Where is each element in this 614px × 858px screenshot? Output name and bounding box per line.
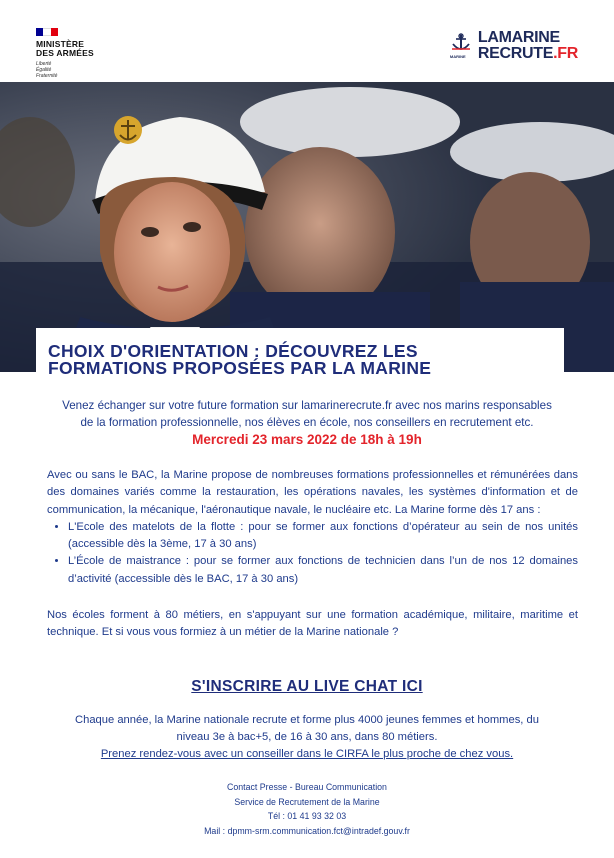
motto-egalite: Égalité bbox=[36, 67, 52, 73]
list-item: • L’École de maistrance : pour se former aux fonctions de technicien dans l’un de nos 12 domaines d’activité (accessible dès le BAC, 17 à 30 ans) bbox=[68, 553, 578, 588]
brand-line2-main: RECRUTE bbox=[477, 45, 554, 62]
brand-wordmark bbox=[478, 30, 578, 62]
marine-anchor-icon bbox=[450, 33, 472, 59]
intro-line2: de la formation professionnelle, nos élèves en école, nos conseillers en recrutement etc. bbox=[80, 416, 534, 429]
brand-line1: LAMARINE bbox=[477, 29, 560, 46]
french-flag-icon bbox=[36, 28, 58, 36]
body-paragraph-2: Nos écoles forment à 80 métiers, en s'appuyant sur une formation académique, militaire, maritime et technique. Et si vous vous formiez à un métier de la Marine nationale ? bbox=[47, 609, 578, 639]
ministry-name-line1: MINISTÈRE bbox=[36, 39, 85, 49]
motto-fraternite: Fraternité bbox=[36, 73, 58, 79]
brand-line2 bbox=[478, 46, 578, 62]
republic-motto bbox=[36, 61, 94, 79]
contact-email[interactable]: Mail : dpmm-srm.communication.fct@intradef.gouv.fr bbox=[204, 825, 410, 836]
motto-liberte: Liberté bbox=[36, 61, 52, 67]
brand-line2-suffix: .FR bbox=[553, 45, 578, 62]
body-text bbox=[47, 467, 578, 642]
press-contact bbox=[40, 780, 574, 838]
title-line2: FORMATIONS PROPOSÉES PAR LA MARINE bbox=[48, 358, 432, 378]
lamarinerecrute-logo bbox=[450, 30, 578, 62]
intro-text bbox=[40, 397, 574, 431]
recruitment-line1: Chaque année, la Marine nationale recrute et forme plus 4000 jeunes femmes et hommes, du bbox=[75, 714, 539, 726]
intro-line1: Venez échanger sur votre future formation sur lamarinerecrute.fr avec nos marins responsables bbox=[62, 399, 552, 412]
title-line1: CHOIX D'ORIENTATION : DÉCOUVREZ LES bbox=[48, 341, 418, 361]
contact-line2: Service de Recrutement de la Marine bbox=[234, 796, 380, 807]
recruitment-info bbox=[40, 712, 574, 763]
school-list bbox=[47, 519, 578, 588]
page-title bbox=[48, 343, 568, 377]
cirfa-appointment-link[interactable]: Prenez rendez-vous avec un conseiller dans le CIRFA le plus proche de chez vous. bbox=[100, 748, 514, 760]
page-header bbox=[0, 0, 614, 82]
contact-line1: Contact Presse - Bureau Communication bbox=[227, 782, 387, 792]
anchor-icon bbox=[450, 33, 472, 53]
list-item: • L'Ecole des matelots de la flotte : pour se former aux fonctions d’opérateur au sein de nos unités (accessible dès la 3ème, 17 à 30 ans) bbox=[68, 519, 578, 554]
contact-phone: Tél : 01 41 93 32 03 bbox=[267, 811, 347, 821]
ministry-logo bbox=[36, 28, 94, 79]
recruitment-line2: niveau 3e à bac+5, de 16 à 30 ans, dans 80 métiers. bbox=[176, 731, 438, 743]
event-date: Mercredi 23 mars 2022 de 18h à 19h bbox=[192, 432, 422, 447]
emblem-label: MARINE bbox=[449, 54, 466, 59]
register-live-chat-link[interactable]: S'INSCRIRE AU LIVE CHAT ICI bbox=[191, 678, 423, 695]
ministry-name-line2: DES ARMÉES bbox=[36, 48, 94, 58]
body-paragraph-1: Avec ou sans le BAC, la Marine propose de nombreuses formations professionnelles et rémunérées dans des domaines variés comme la restauration, les opérations navales, les systèmes d'information et de communication, la mécanique, l'aéronautique navale, le nucléaire etc. La Marine forme dès 17 ans : bbox=[47, 469, 578, 516]
